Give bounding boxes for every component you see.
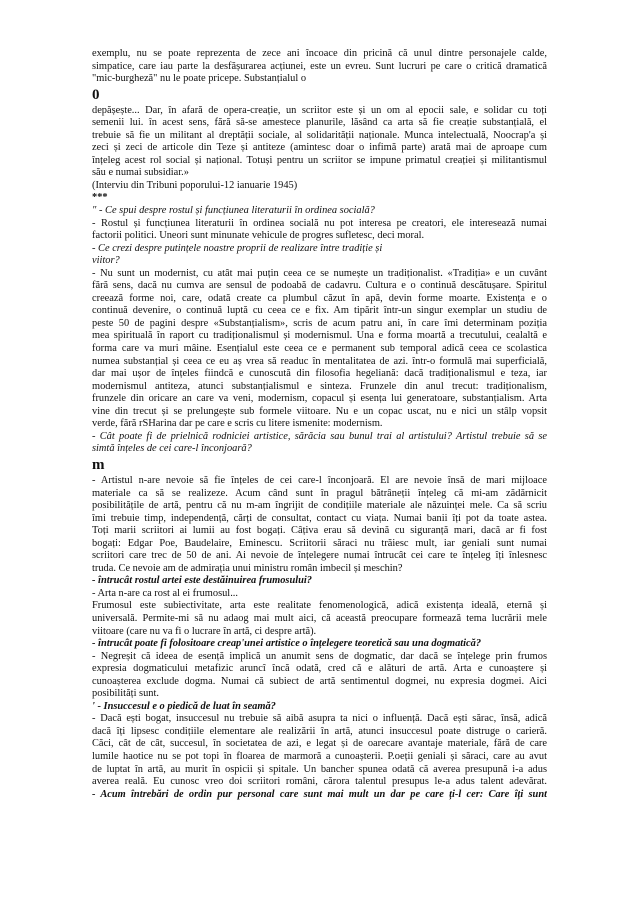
text-line: posibilități sunt. xyxy=(92,688,159,700)
text-line: - Arta n-are ca rost al ei frumosul... xyxy=(92,587,238,599)
text-line: mea spirituală în raport cu tradiționalismul și modernismul. Una e forma moartă a trecutului, cealaltă e xyxy=(92,330,547,342)
text-line: exemplu, nu se poate reprezenta de zece ani încoace din pricină că unul dintre personajele calde, xyxy=(92,48,547,59)
text-line: numea substanțial și ceea ce eu aș vrea să readuc în mentalitatea de azi. într-o formulă mai superficială, xyxy=(92,355,547,367)
text-line: vine din trecut și se prelungește sub formele viitoare. Nu e un copac uscat, nu e nici un stâlp vopsit xyxy=(92,405,547,417)
text-line: Frumosul este subiectivitate, arta este realitate fenomenologică, adică existența ideală, eternă și xyxy=(92,600,547,612)
text-line: scriitori care trec de 50 de ani. Ai nevoie de înțelegere numai întrucât cei care te înțeleg îți înlesnesc xyxy=(92,550,547,562)
text-line: truda. Ce nevoie am de admirația unui ministru român imbecil și meschin? xyxy=(92,562,403,574)
text-line: dar mai ușor de înțeles fiindcă e cunoscută din filosofia hegeliană: dacă tradiționalismul e teza, iar xyxy=(92,368,547,380)
text-line: Toți marii scriitori ai lumii au fost bogați. Câțiva erau să devină cu siguranță mari, dacă ar fi fost xyxy=(92,525,547,537)
stray-glyph: 0 xyxy=(92,86,100,103)
interview-question-line: simtă înțeles de cei care-l înconjoară? xyxy=(92,443,252,455)
text-line: "mic-burgheză" nu le poate pricepe. Substanțialul o xyxy=(92,73,307,85)
text-line: zeci și zeci de articole din Teze și antiteze (amintesc doar o infimă parte) arată mai de aproape cum xyxy=(92,142,547,154)
text-line: de luptat în artă, au murit în ospicii și spitale. Un bancher spunea odată că averea presupună i-a adus xyxy=(92,763,547,775)
text-line: semenii lui. în acest sens, fără să-se amestece planurile, lăsând ca arta să fie creație substanțială, el xyxy=(92,117,547,129)
text-line: posibilitățile de artă, pentru că nu m-am îngrijit de condițiile materiale ale năzuinței mele. Ca să scriu xyxy=(92,500,547,512)
text-line: factorii politici. Uneori sunt minunate vehicule de progres sufletesc, deci moral. xyxy=(92,230,425,242)
text-line: său e numai subsidiar.» xyxy=(92,167,189,179)
text-line: - Artistul n-are nevoie să fie înțeles de cei care-l înconjoară. El are nevoie însă de mari mijloace xyxy=(92,474,547,486)
text-line: expresia dogmaticului metafizic aruncî încă odată, cred că e alături de artă. Arta e cunoaștere și xyxy=(92,663,547,675)
text-line: depășește... Dar, în afară de opera-creație, un scriitor este și un om al epocii sale, e solidar cu toți xyxy=(92,104,547,116)
text-line: (Interviu din Tribuni poporului-12 ianuarie 1945) xyxy=(92,179,298,191)
text-line: - Nu sunt un modernist, cu atât mai puțin ceea ce se numește un tradiționalist. «Tradiția» e un cuvânt xyxy=(92,267,547,279)
text-line: trebuie să fie un militant al dreptății sociale, al solidarității naționale. Munca intelectuală, Noocrap'a și xyxy=(92,129,547,141)
text-line: verde, fără rSHarina dar pe care e scris cu litere ismenite: modernism. xyxy=(92,418,383,430)
text-line: universală. Permite-mi să nu adaog mai mult aici, că această preocupare formează tema lucrării mele xyxy=(92,612,547,624)
text-line: simpatice, care iau parte la desfășurarea acțiunei, este un evreu. Sunt lucruri pe care o critică dramatică xyxy=(92,60,547,72)
text-line: continuă devenire, o continuă luptă cu ceea ce e fix. Am tipărit într-un singur exemplar un studiu de xyxy=(92,305,547,317)
text-line: forma care va muri mâine. Esențialul este ceea ce e permanent sub temporal adică ceea ce scolastica xyxy=(92,343,547,355)
text-line: - Negreșit că ideea de esență implică un anumit sens de dogmatic, dar dacă se înțelege prin frumos xyxy=(92,650,547,662)
interview-question-line: viitor? xyxy=(92,255,120,267)
text-line: materiale ca să se realizeze. Acum când sunt în pragul bătrâneții înțeleg că mi-am zădărnicit xyxy=(92,487,547,499)
text-line: dacă îți lipsesc condițiile elementare ale realizării în artă, atunci insuccesul poate distruge o carieră. xyxy=(92,725,547,737)
interview-question-line: ' - Insuccesul e o piedică de luat în seamă? xyxy=(92,700,276,712)
text-line: lumile haotice nu se pot topi în floarea de marmoră a cunoașterii. P.oeții geniali și săraci, care au avut xyxy=(92,750,547,762)
text-line: îmi trebuie timp, independență, cărți de consultat, contact cu viața. Numai banii îți pot da toate astea. xyxy=(92,512,547,524)
text-line: creează forme noi, care, odată create ca plumbul căzut în apă, devin forme moarte. Existența e o xyxy=(92,292,547,304)
interview-question-line: - Acum întrebări de ordin pur personal care sunt mai mult un dar pe care ți-l cer: Care îți sunt xyxy=(92,788,547,800)
text-line: - Rostul și funcțiunea literaturii în ordinea socială nu pot interesa pe creatori, ele interesează numai xyxy=(92,217,547,229)
text-line: Căci, cât de cât, succesul, în societatea de azi, e legat și de oarecare avantaje materiale, fără de care xyxy=(92,738,547,750)
text-line: *** xyxy=(92,192,108,204)
interview-question-line: - întrucât poate fi folositoare creap'unei artistice o înțelegere teoretică sau una dogmatică? xyxy=(92,638,482,650)
text-line: - Dacă ești bogat, insuccesul nu trebuie să aibă asupra ta nici o influență. Dacă ești sărac, însă, adică xyxy=(92,713,547,725)
interview-question-line: - Cât poate fi de prielnică rodniciei artistice, sărăcia sau bunul trai al artistului? Artistul trebuie să se xyxy=(92,430,547,442)
interview-question-line: - întrucât rostul artei este destăinuirea frumosului? xyxy=(92,575,312,587)
text-line: peste 50 de pagini despre «Substanțialism», scris de acum patru ani, în care îmi determinam poziția xyxy=(92,317,547,329)
stray-glyph: m xyxy=(92,456,105,473)
text-line: cunoașterea exclude dogma. Numai că subiect de artă sentimentul dogmei, nu expresia dogmei. Aici xyxy=(92,675,547,687)
interview-question-line: - Ce crezi despre putințele noastre proprii de realizare între tradiție și xyxy=(92,242,383,254)
interview-question-line: " - Ce spui despre rostul și funcțiunea literaturii în ordinea socială? xyxy=(92,205,375,217)
document-body xyxy=(92,48,547,801)
text-line: frunzele din oricare an care va veni, modernism, copacul și esența lui generatoare, substanțialism. Arta xyxy=(92,393,547,405)
text-line: înțeleg acest rol social și național. Totuși pentru un scriitor se impune primatul creației și militantismul xyxy=(92,154,547,166)
text-line: fără sens, dacă nu cumva are sensul de podoabă de cadavru. Cultura e o continuă descătușare. Spiritul xyxy=(92,280,547,292)
text-line: viitoare (care nu va fi o lucrare în artă, ci despre artă). xyxy=(92,625,317,637)
text-line: bogați: Edgar Poe, Baudelaire, Eminescu. Scriitorii săraci nu trăiesc mult, iar geniali sunt numai xyxy=(92,537,547,549)
text-line: modernismul antiteza, atunci substanțialismul e sinteza. Frunzele din anul trecut: tradiționalism, xyxy=(92,380,547,392)
text-line: averea reală. Eu cunosc vreo doi scriitori români, cărora talentul presupus le-a adus talent adevărat. xyxy=(92,776,547,788)
